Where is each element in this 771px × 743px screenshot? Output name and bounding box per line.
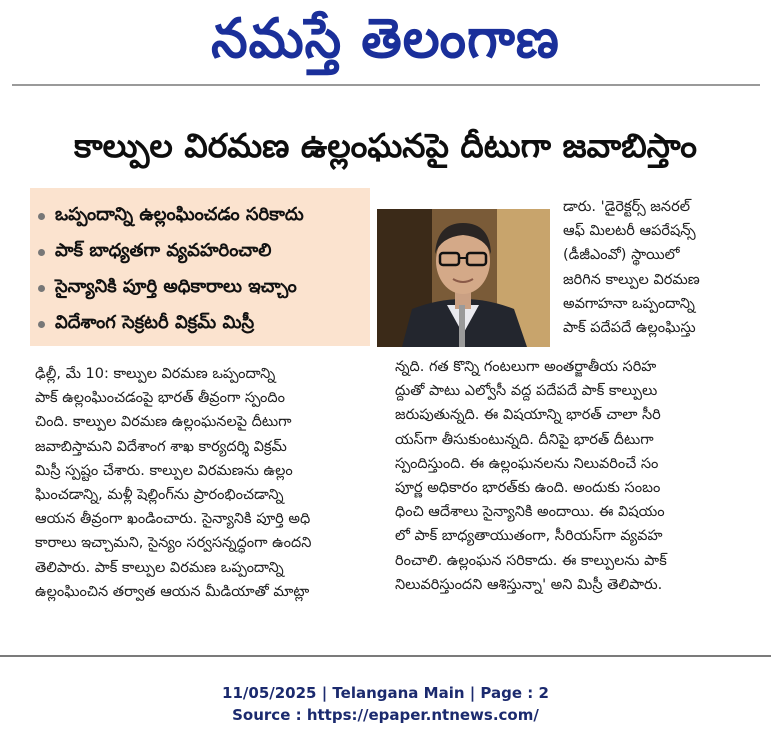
highlight-item bbox=[38, 306, 364, 342]
bottom-divider bbox=[0, 655, 771, 657]
article-column-left bbox=[35, 362, 370, 604]
footer bbox=[0, 682, 771, 726]
highlight-text: సైన్యానికి పూర్తి అధికారాలు ఇచ్చాం bbox=[55, 275, 297, 297]
article-column-right-top bbox=[563, 195, 748, 340]
article-line: పాక్ పదేపదే ఉల్లంఘిస్తు bbox=[563, 319, 696, 336]
highlight-text: పాక్ బాధ్యతగా వ్యవహరించాలి bbox=[55, 239, 272, 261]
article-line: రించాలి. ఉల్లంఘన సరికాదు. ఈ కాల్పులను పాక్ bbox=[395, 552, 667, 569]
top-divider bbox=[12, 84, 760, 86]
article-line: నిలువరిస్తుందని ఆశిస్తున్నా' అని మిస్రీ తెలిపారు. bbox=[395, 576, 663, 593]
article-line: తెలిపారు. పాక్ కాల్పుల విరమణ ఒప్పందాన్ని bbox=[35, 559, 284, 576]
article-line: కారాలు ఇచ్చామని, సైన్యం సర్వసన్నద్ధంగా ఉందని bbox=[35, 535, 312, 552]
bullet-icon bbox=[38, 321, 45, 328]
speaker-photo bbox=[377, 209, 550, 347]
article-line: ఘించడాన్ని, మళ్లీ షెల్లింగ్‌ను ప్రారంభించడాన్ని bbox=[35, 486, 284, 503]
portrait-image bbox=[377, 209, 550, 347]
bullet-icon bbox=[38, 285, 45, 292]
bullet-icon bbox=[38, 213, 45, 220]
newspaper-logo: నమస్తే తెలంగాణ bbox=[211, 7, 560, 71]
article-line: జరుపుతున్నది. ఈ విషయాన్ని భారత్ చాలా సీరి bbox=[395, 407, 661, 424]
article-line: జరిగిన కాల్పుల విరమణ bbox=[563, 271, 700, 288]
footer-date-page: 11/05/2025 | Telangana Main | Page : 2 bbox=[222, 684, 549, 702]
article-headline: కాల్పుల విరమణ ఉల్లంఘనపై దీటుగా జవాబిస్తాం bbox=[73, 126, 698, 165]
footer-source: Source : https://epaper.ntnews.com/ bbox=[232, 706, 539, 724]
masthead bbox=[0, 6, 771, 76]
highlights-box bbox=[30, 188, 370, 346]
article-line: జవాబిస్తామని విదేశాంగ శాఖ కార్యదర్శి విక్రమ్ bbox=[35, 438, 287, 455]
article-line: మిస్రీ స్పష్టం చేశారు. కాల్పుల విరమణను ఉల్లం bbox=[35, 462, 293, 479]
article-line: చింది. కాల్పుల విరమణ ఉల్లంఘనలపై దీటుగా bbox=[35, 414, 292, 431]
article-column-right bbox=[395, 355, 747, 597]
highlight-item bbox=[38, 234, 364, 270]
article-line: ఆయన తీవ్రంగా ఖండించారు. సైన్యానికి పూర్తి అధి bbox=[35, 511, 311, 528]
highlight-text: ఒప్పందాన్ని ఉల్లంఘించడం సరికాదు bbox=[55, 203, 304, 225]
article-line: పూర్ణ అధికారం భారత్‌కు ఉంది. అందుకు సంబం bbox=[395, 479, 661, 496]
article-line: ఆఫ్ మిలటరీ ఆపరేషన్స్ bbox=[563, 223, 696, 240]
article-line: న్నది. గత కొన్ని గంటలుగా అంతర్జాతీయ సరిహ bbox=[395, 359, 657, 375]
article-line: స్పందిస్తుంది. ఈ ఉల్లంఘనలను నిలువరించే సం bbox=[395, 455, 659, 472]
article-line: డారు. 'డైరెక్టర్స్ జనరల్ bbox=[563, 199, 690, 215]
highlight-text: విదేశాంగ సెక్రటరీ విక్రమ్ మిస్రీ bbox=[55, 311, 255, 333]
bullet-icon bbox=[38, 249, 45, 256]
article-line: ఢిల్లీ, మే 10: కాల్పుల విరమణ ఒప్పందాన్ని bbox=[35, 366, 276, 382]
article-line: ద్దుతో పాటు ఎల్వోసీ వద్ద పదేపదే పాక్ కాల్పులు bbox=[395, 383, 658, 400]
article-line: లో పాక్ బాధ్యతాయుతంగా, సీరియస్‌గా వ్యవహ bbox=[395, 528, 663, 545]
article-line: ఉల్లంఘించిన తర్వాత ఆయన మీడియాతో మాట్లా bbox=[35, 583, 310, 600]
article-line: అవగాహనా ఒప్పందాన్ని bbox=[563, 295, 695, 312]
article-line: (డీజీఎంవో) స్థాయిలో bbox=[563, 247, 680, 264]
highlight-item bbox=[38, 198, 364, 234]
article-line: పాక్ ఉల్లంఘించడంపై భారత్ తీవ్రంగా స్పందిం bbox=[35, 390, 285, 407]
article-line: ధించి ఆదేశాలు సైన్యానికి అందాయి. ఈ విషయం bbox=[395, 504, 665, 521]
article-line: యస్‌గా తీసుకుంటున్నది. దీనిపై భారత్ దీటుగా bbox=[395, 431, 654, 448]
highlight-item bbox=[38, 270, 364, 306]
